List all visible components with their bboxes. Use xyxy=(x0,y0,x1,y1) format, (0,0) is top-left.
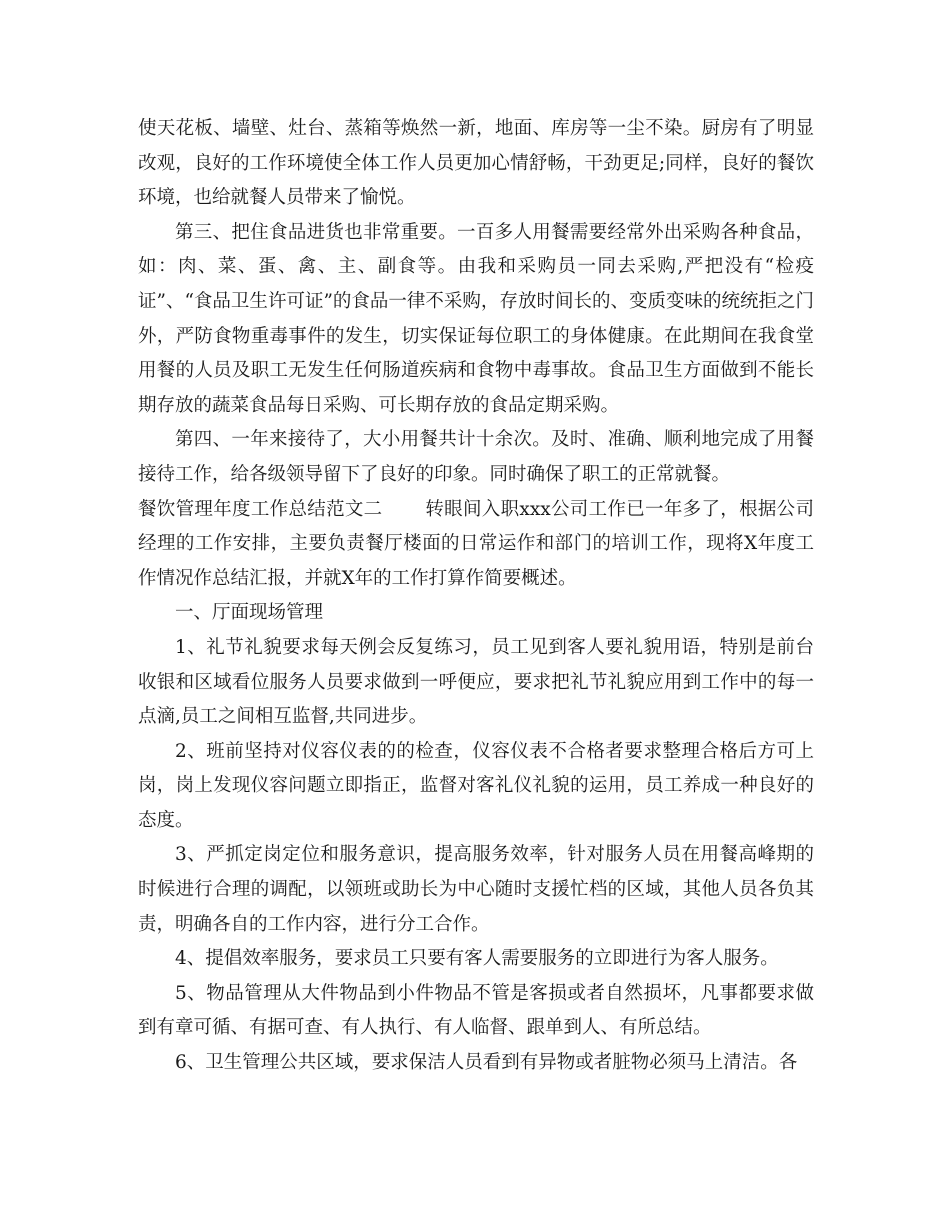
list-item-2: 2、班前坚持对仪容仪表的的检查，仪容仪表不合格者要求整理合格后方可上岗，岗上发现仪容问题立即指正，监督对客礼仪礼貌的运用，员工养成一种良好的态度。 xyxy=(138,740,814,831)
list-item-3: 3、严抓定岗定位和服务意识，提高服务效率，针对服务人员在用餐高峰期的时候进行合理的调配，以领班或助长为中心随时支援忙档的区域，其他人员各负其责，明确各自的工作内容，进行分工合作。 xyxy=(138,844,814,935)
section-title: 餐饮管理年度工作总结范文二 xyxy=(138,498,383,520)
section-heading: 一、厅面现场管理 xyxy=(175,602,324,624)
paragraph-2: 第三、把住食品进货也非常重要。一百多人用餐需要经常外出采购各种食品，如：肉、菜、蛋、禽、主、副食等。由我和采购员一同去采购,严把没有“检疫证”、“食品卫生许可证”的食品一律不采购，存放时间长的、变质变味的统统拒之门外，严防食物重毒事件的发生，切实保证每位职工的身体健康。在此期间在我食堂用餐的人员及职工无发生任何肠道疾病和食物中毒事故。食品卫生方面做到不能长期存放的蔬菜食品每日采购、可长期存放的食品定期采购。 xyxy=(138,221,814,416)
paragraph-4 xyxy=(138,493,814,597)
list-item-5: 5、物品管理从大件物品到小件物品不管是客损或者自然损坏，凡事都要求做到有章可循、有据可查、有人执行、有人临督、跟单到人、有所总结。 xyxy=(138,982,814,1039)
paragraph-1: 使天花板、墙壁、灶台、蒸箱等焕然一新，地面、库房等一尘不染。厨房有了明显改观，良好的工作环境使全体工作人员更加心情舒畅，干劲更足;同样，良好的餐饮环境，也给就餐人员带来了愉悦。 xyxy=(138,118,814,209)
document-body xyxy=(138,112,814,1081)
paragraph-3: 第四、一年来接待了，大小用餐共计十余次。及时、准确、顺利地完成了用餐接待工作，给各级领导留下了良好的印象。同时确保了职工的正常就餐。 xyxy=(138,429,814,485)
list-item-1: 1、礼节礼貌要求每天例会反复练习，员工见到客人要礼貌用语，特别是前台收银和区域看位服务人员要求做到一呼便应，要求把礼节礼貌应用到工作中的每一点滴,员工之间相互监督,共同进步。 xyxy=(138,636,814,728)
paragraph-4-text: 转眼间入职xxx公司工作已一年多了，根据公司经理的工作安排，主要负责餐厅楼面的日常运作和部门的培训工作，现将X年度工作情况作总结汇报，并就X年的工作打算作简要概述。 xyxy=(138,498,814,589)
list-item-6: 6、卫生管理公共区域，要求保洁人员看到有异物或者脏物必须马上清洁。各 xyxy=(175,1052,798,1074)
list-item-4: 4、提倡效率服务，要求员工只要有客人需要服务的立即进行为客人服务。 xyxy=(175,948,779,970)
